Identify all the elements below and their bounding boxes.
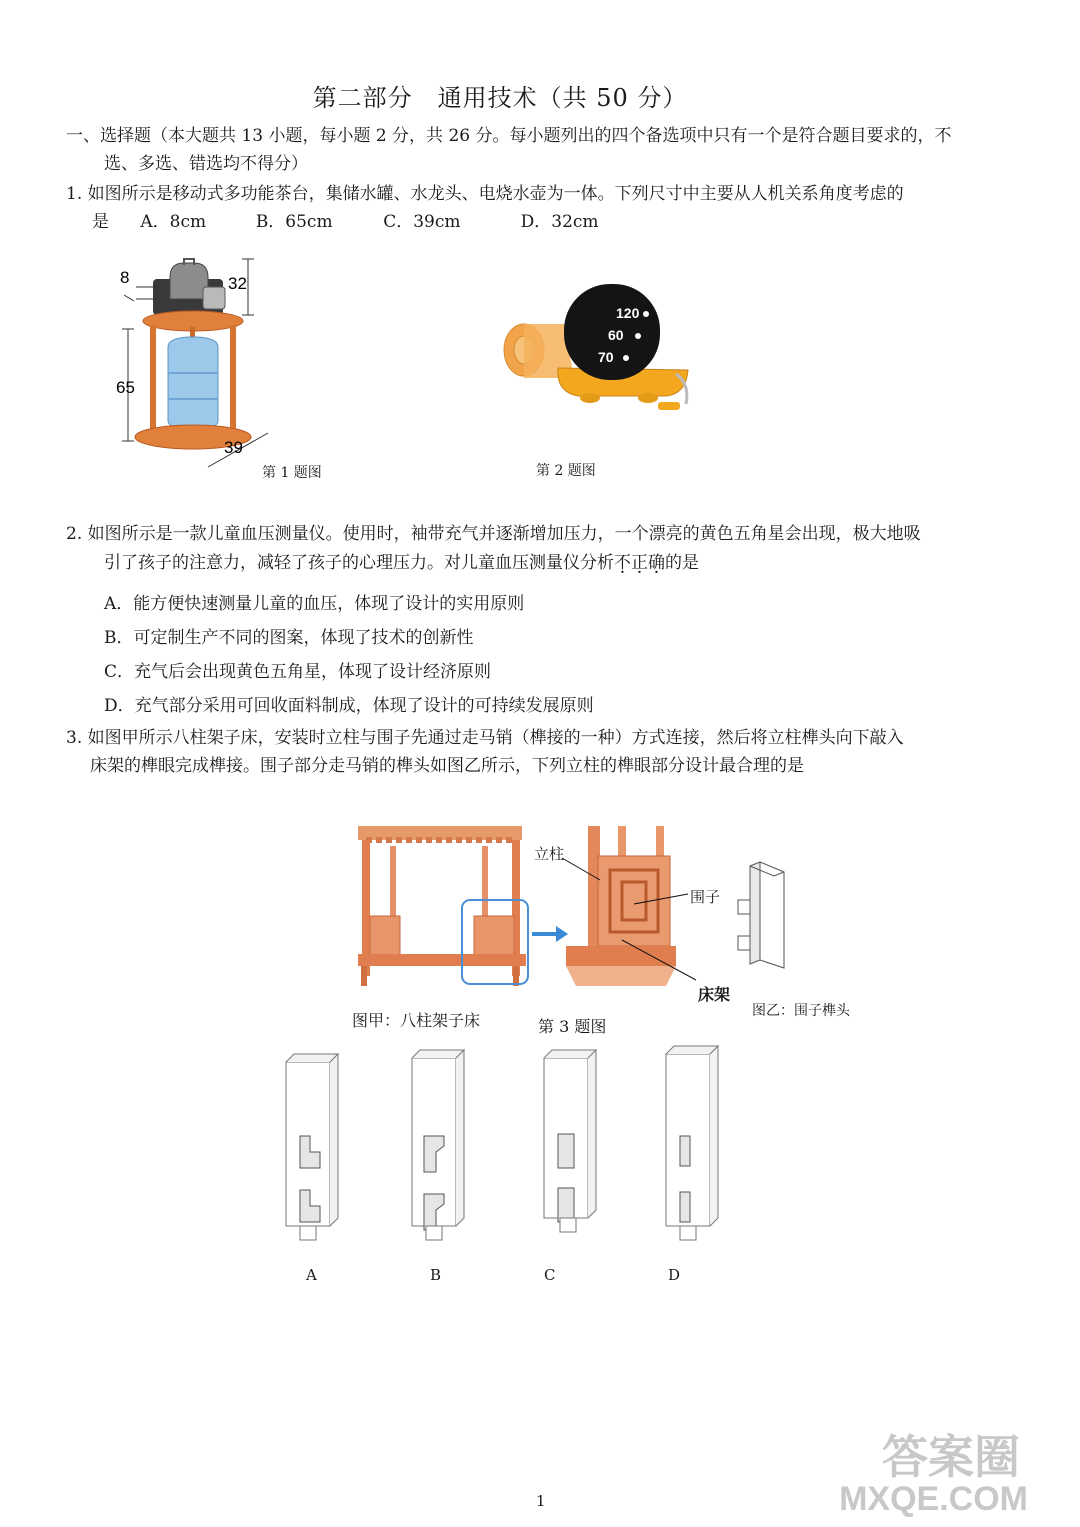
emphasis-char: 正	[631, 553, 648, 573]
tenon-top	[738, 900, 750, 914]
option-d-post[interactable]	[666, 1046, 718, 1240]
label-frame: 床架	[698, 985, 731, 1004]
q3-option-label-d[interactable]: D	[668, 1266, 681, 1284]
watermark-logo: 答案圈	[882, 1431, 1020, 1483]
q2-option-b[interactable]: B．可定制生产不同的图案，体现了技术的创新性	[104, 628, 474, 648]
kettle-body	[170, 263, 208, 299]
watermark: MXQE.COM	[839, 1480, 1028, 1518]
q3-caption-fig-b: 图乙：围子榫头	[752, 1003, 850, 1019]
tenon-bottom	[738, 936, 750, 950]
q2-figure-caption: 第 2 题图	[536, 463, 596, 479]
q1-stem-line1: 1. 如图所示是移动式多功能茶台，集储水罐、水龙头、电烧水壶为一体。下列尺寸中主要从人机关系角度考虑的	[66, 184, 904, 204]
q3-option-label-c[interactable]: C	[544, 1266, 556, 1284]
water-bottle	[168, 337, 218, 429]
q1-option-b[interactable]: B．65cm	[255, 212, 333, 232]
q2-stem-line1: 2. 如图所示是一款儿童血压测量仪。使用时，袖带充气并逐渐增加压力，一个漂亮的黄色五角星会出现，极大地吸	[66, 524, 921, 544]
q1-figure-tea-table	[108, 255, 288, 473]
bed-frame	[358, 954, 526, 966]
label-panel: 围子	[690, 888, 721, 906]
dim-39: 39	[224, 438, 243, 457]
q3-option-figures	[278, 1044, 738, 1254]
post-left	[150, 325, 156, 435]
q3-caption-main: 第 3 题图	[538, 1017, 607, 1036]
q2-figure-bp-meter	[498, 278, 698, 418]
emphasis-char: 不	[614, 553, 631, 573]
page-number: 1	[536, 1492, 546, 1510]
label-post: 立柱	[534, 845, 565, 863]
q3-option-label-b[interactable]: B	[430, 1266, 442, 1284]
q3-option-label-a[interactable]: A	[306, 1266, 317, 1284]
display-pulse: 70	[598, 349, 614, 365]
section-instruction-line1: 一、选择题（本大题共 13 小题，每小题 2 分，共 26 分。每小题列出的四个备选项中只有一个是符合题目要求的，不	[66, 126, 952, 146]
section-instruction-line2: 选、多选、错选均不得分）	[104, 154, 308, 174]
q3-label-leaders	[560, 840, 710, 990]
q1-options-row	[92, 208, 599, 236]
display-dia: 60	[608, 327, 624, 343]
display-sys: 120	[616, 305, 640, 321]
dim-8: 8	[120, 268, 130, 287]
q3-stem-line1: 3. 如图甲所示八柱架子床，安装时立柱与围子先通过走马销（榫接的一种）方式连接，然后将立柱榫头向下敲入	[66, 728, 904, 748]
q3-caption-fig-a: 图甲：八柱架子床	[352, 1011, 481, 1030]
q1-option-a[interactable]: A．8cm	[140, 212, 207, 232]
q2-option-d[interactable]: D．充气部分采用可回收面料制成，体现了设计的可持续发展原则	[104, 696, 594, 716]
q2-stem-line2: 引了孩子的注意力，减轻了孩子的心理压力。对儿童血压测量仪分析不正确的是	[104, 553, 699, 573]
option-c-post[interactable]	[544, 1050, 596, 1232]
q1-stem-line2: 是	[92, 212, 109, 232]
page-title: 第二部分 通用技术（共 50 分）	[312, 84, 688, 112]
q2-option-c[interactable]: C．充气后会出现黄色五角星，体现了设计经济原则	[104, 662, 492, 682]
post-right	[230, 325, 236, 435]
q3-figure-tenon	[732, 860, 792, 978]
q1-figure-caption: 第 1 题图	[262, 465, 322, 481]
dim-65: 65	[116, 378, 135, 397]
option-a-post[interactable]	[286, 1054, 338, 1240]
emphasis-char: 确	[648, 553, 665, 573]
option-b-post[interactable]	[412, 1050, 464, 1240]
dim-32: 32	[228, 274, 247, 293]
q1-option-d[interactable]: D．32cm	[520, 212, 599, 232]
q1-option-c[interactable]: C．39cm	[383, 212, 461, 232]
q2-option-a[interactable]: A．能方便快速测量儿童的血压，体现了设计的实用原则	[104, 594, 525, 614]
q3-stem-line2: 床架的榫眼完成榫接。围子部分走马销的榫头如图乙所示，下列立柱的榫眼部分设计最合理的是	[90, 756, 804, 776]
kettle-small	[203, 287, 225, 309]
